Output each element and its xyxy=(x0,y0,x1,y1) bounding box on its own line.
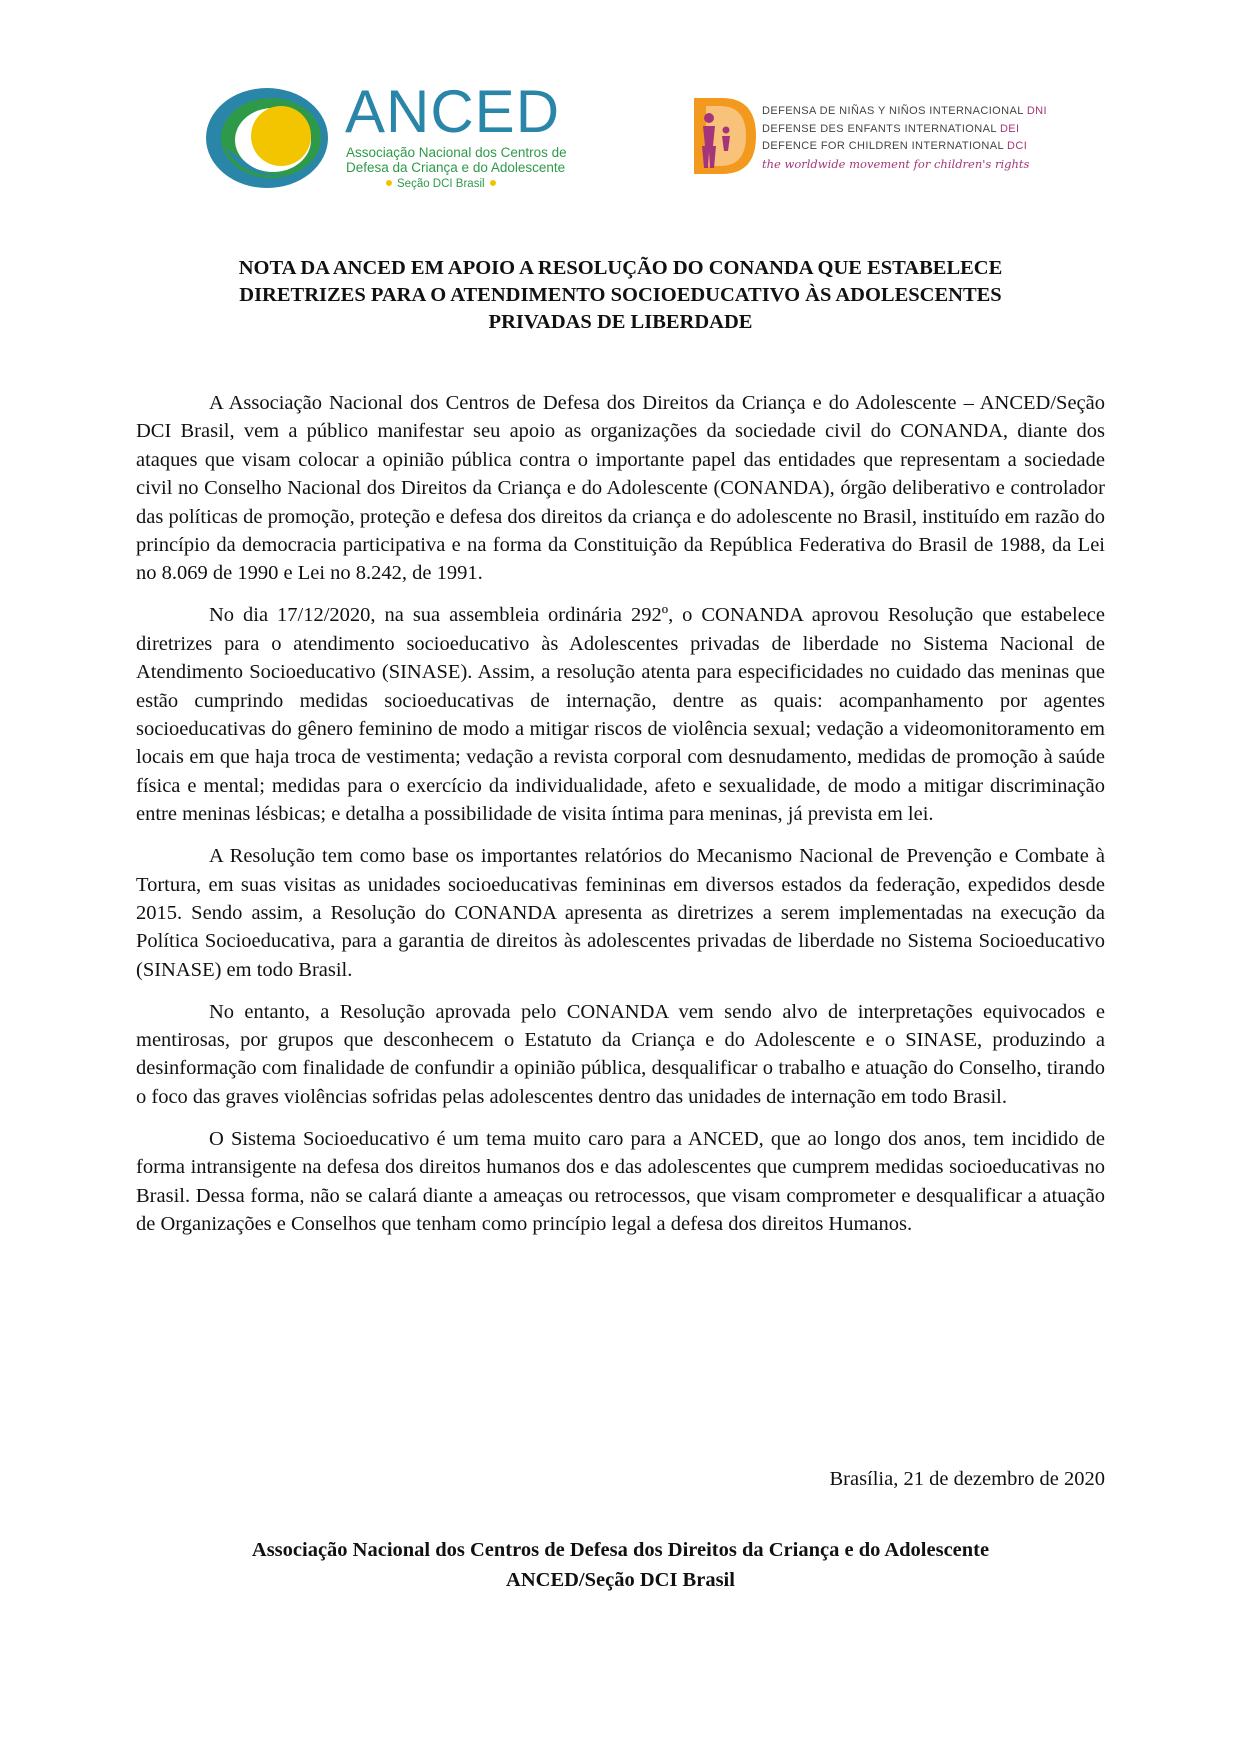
anced-section: Seção DCI Brasil xyxy=(381,178,501,191)
paragraph: A Resolução tem como base os importantes relatórios do Mecanismo Nacional de Prevenção e Combate à Tortura, em suas visitas as unidades socioeducativas femininas em diversos estados da federação, expedidos desde 2015. Sendo assim, a Resolução do CONANDA apresenta as diretrizes a serem implementadas na execução da Política Socioeducativa, para a garantia de direitos às adolescentes privadas de liberdade no Sistema Socioeducativo (SINASE) em todo Brasil. xyxy=(136,845,1105,981)
document-title: NOTA DA ANCED EM APOIO A RESOLUÇÃO DO CONANDA QUE ESTABELECE DIRETRIZES PARA O ATENDIMENTO SOCIOEDUCATIVO ÀS ADOLESCENTES PRIVADAS DE LIBERDADE xyxy=(238,257,1003,333)
anced-wordmark: ANCED xyxy=(345,78,561,145)
signature-block: Associação Nacional dos Centros de Defesa dos Direitos da Criança e do Adolescente ANCED/Seção DCI Brasil xyxy=(251,1539,990,1591)
document-body xyxy=(136,389,1105,1252)
anced-logo-icon xyxy=(205,86,333,190)
paragraph: No entanto, a Resolução aprovada pelo CONANDA vem sendo alvo de interpretações equivocados e mentirosas, por grupos que desconhecem o Estatuto da Criança e do Adolescente e o SINASE, produzindo a desinformação com finalidade de confundir a opinião pública, desqualificar o trabalho e atuação do Conselho, tirando o foco das graves violências sofridas pelas adolescentes dentro das unidades de internação em todo Brasil. xyxy=(136,1000,1105,1108)
paragraph: No dia 17/12/2020, na sua assembleia ordinária 292º, o CONANDA aprovou Resolução que estabelece diretrizes para o atendimento socioeducativo às Adolescentes privadas de liberdade no Sistema Nacional de Atendimento Socioeducativo (SINASE). Assim, a resolução atenta para especificidades no cuidado das meninas que estão cumprindo medidas socioeducativas de internação, dentre as quais: acompanhamento por agentes socioeducativas do gênero feminino de modo a mitigar riscos de violência sexual; vedação a videomonitoramento em locais em que haja troca de vestimenta; vedação a revista corporal com desnudamento, medidas de promoção à saúde física e mental; medidas para o exercício da individualidade, afeto e sexualidade, de modo a mitigar discriminação entre meninas lésbicas; e detalha a possibilidade de visita íntima para meninas, já prevista em lei. xyxy=(136,604,1105,826)
dci-logo-icon xyxy=(692,96,758,176)
dci-text: DEFENSA DE NIÑAS Y NIÑOS INTERNACIONAL DNI DEFENSE DES ENFANTS INTERNATIONAL DEI DEFENCE FOR CHILDREN INTERNATIONAL DCI the worldwide movement for children's rights xyxy=(762,105,1047,171)
document-date: Brasília, 21 de dezembro de 2020 xyxy=(829,1468,1105,1490)
paragraph: O Sistema Socioeducativo é um tema muito caro para a ANCED, que ao longo dos anos, tem incidido de forma intransigente na defesa dos direitos humanos dos e das adolescentes que cumprem medidas socioeducativas no Brasil. Dessa forma, não se calará diante a ameaças ou retrocessos, que visam comprometer e desqualificar a atuação de Organizações e Conselhos que tenham como princípio legal a defesa dos direitos Humanos. xyxy=(136,1127,1105,1235)
anced-subtitle: Associação Nacional dos Centros de Defesa da Criança e do Adolescente xyxy=(346,145,567,175)
anced-logo xyxy=(205,78,625,194)
dci-logo xyxy=(692,96,1052,182)
paragraph: A Associação Nacional dos Centros de Defesa dos Direitos da Criança e do Adolescente – ANCED/Seção DCI Brasil, vem a público manifestar seu apoio as organizações da sociedade civil do CONANDA, diante dos ataques que visam colocar a opinião pública contra o importante papel das entidades que representam a sociedade civil no Conselho Nacional dos Direitos da Criança e do Adolescente (CONANDA), órgão deliberativo e controlador das políticas de promoção, proteção e defesa dos direitos da criança e do adolescente no Brasil, instituído em razão do princípio da democracia participativa e na forma da Constituição da República Federativa do Brasil de 1988, da Lei no 8.069 de 1990 e Lei no 8.242, de 1991. xyxy=(136,392,1105,585)
